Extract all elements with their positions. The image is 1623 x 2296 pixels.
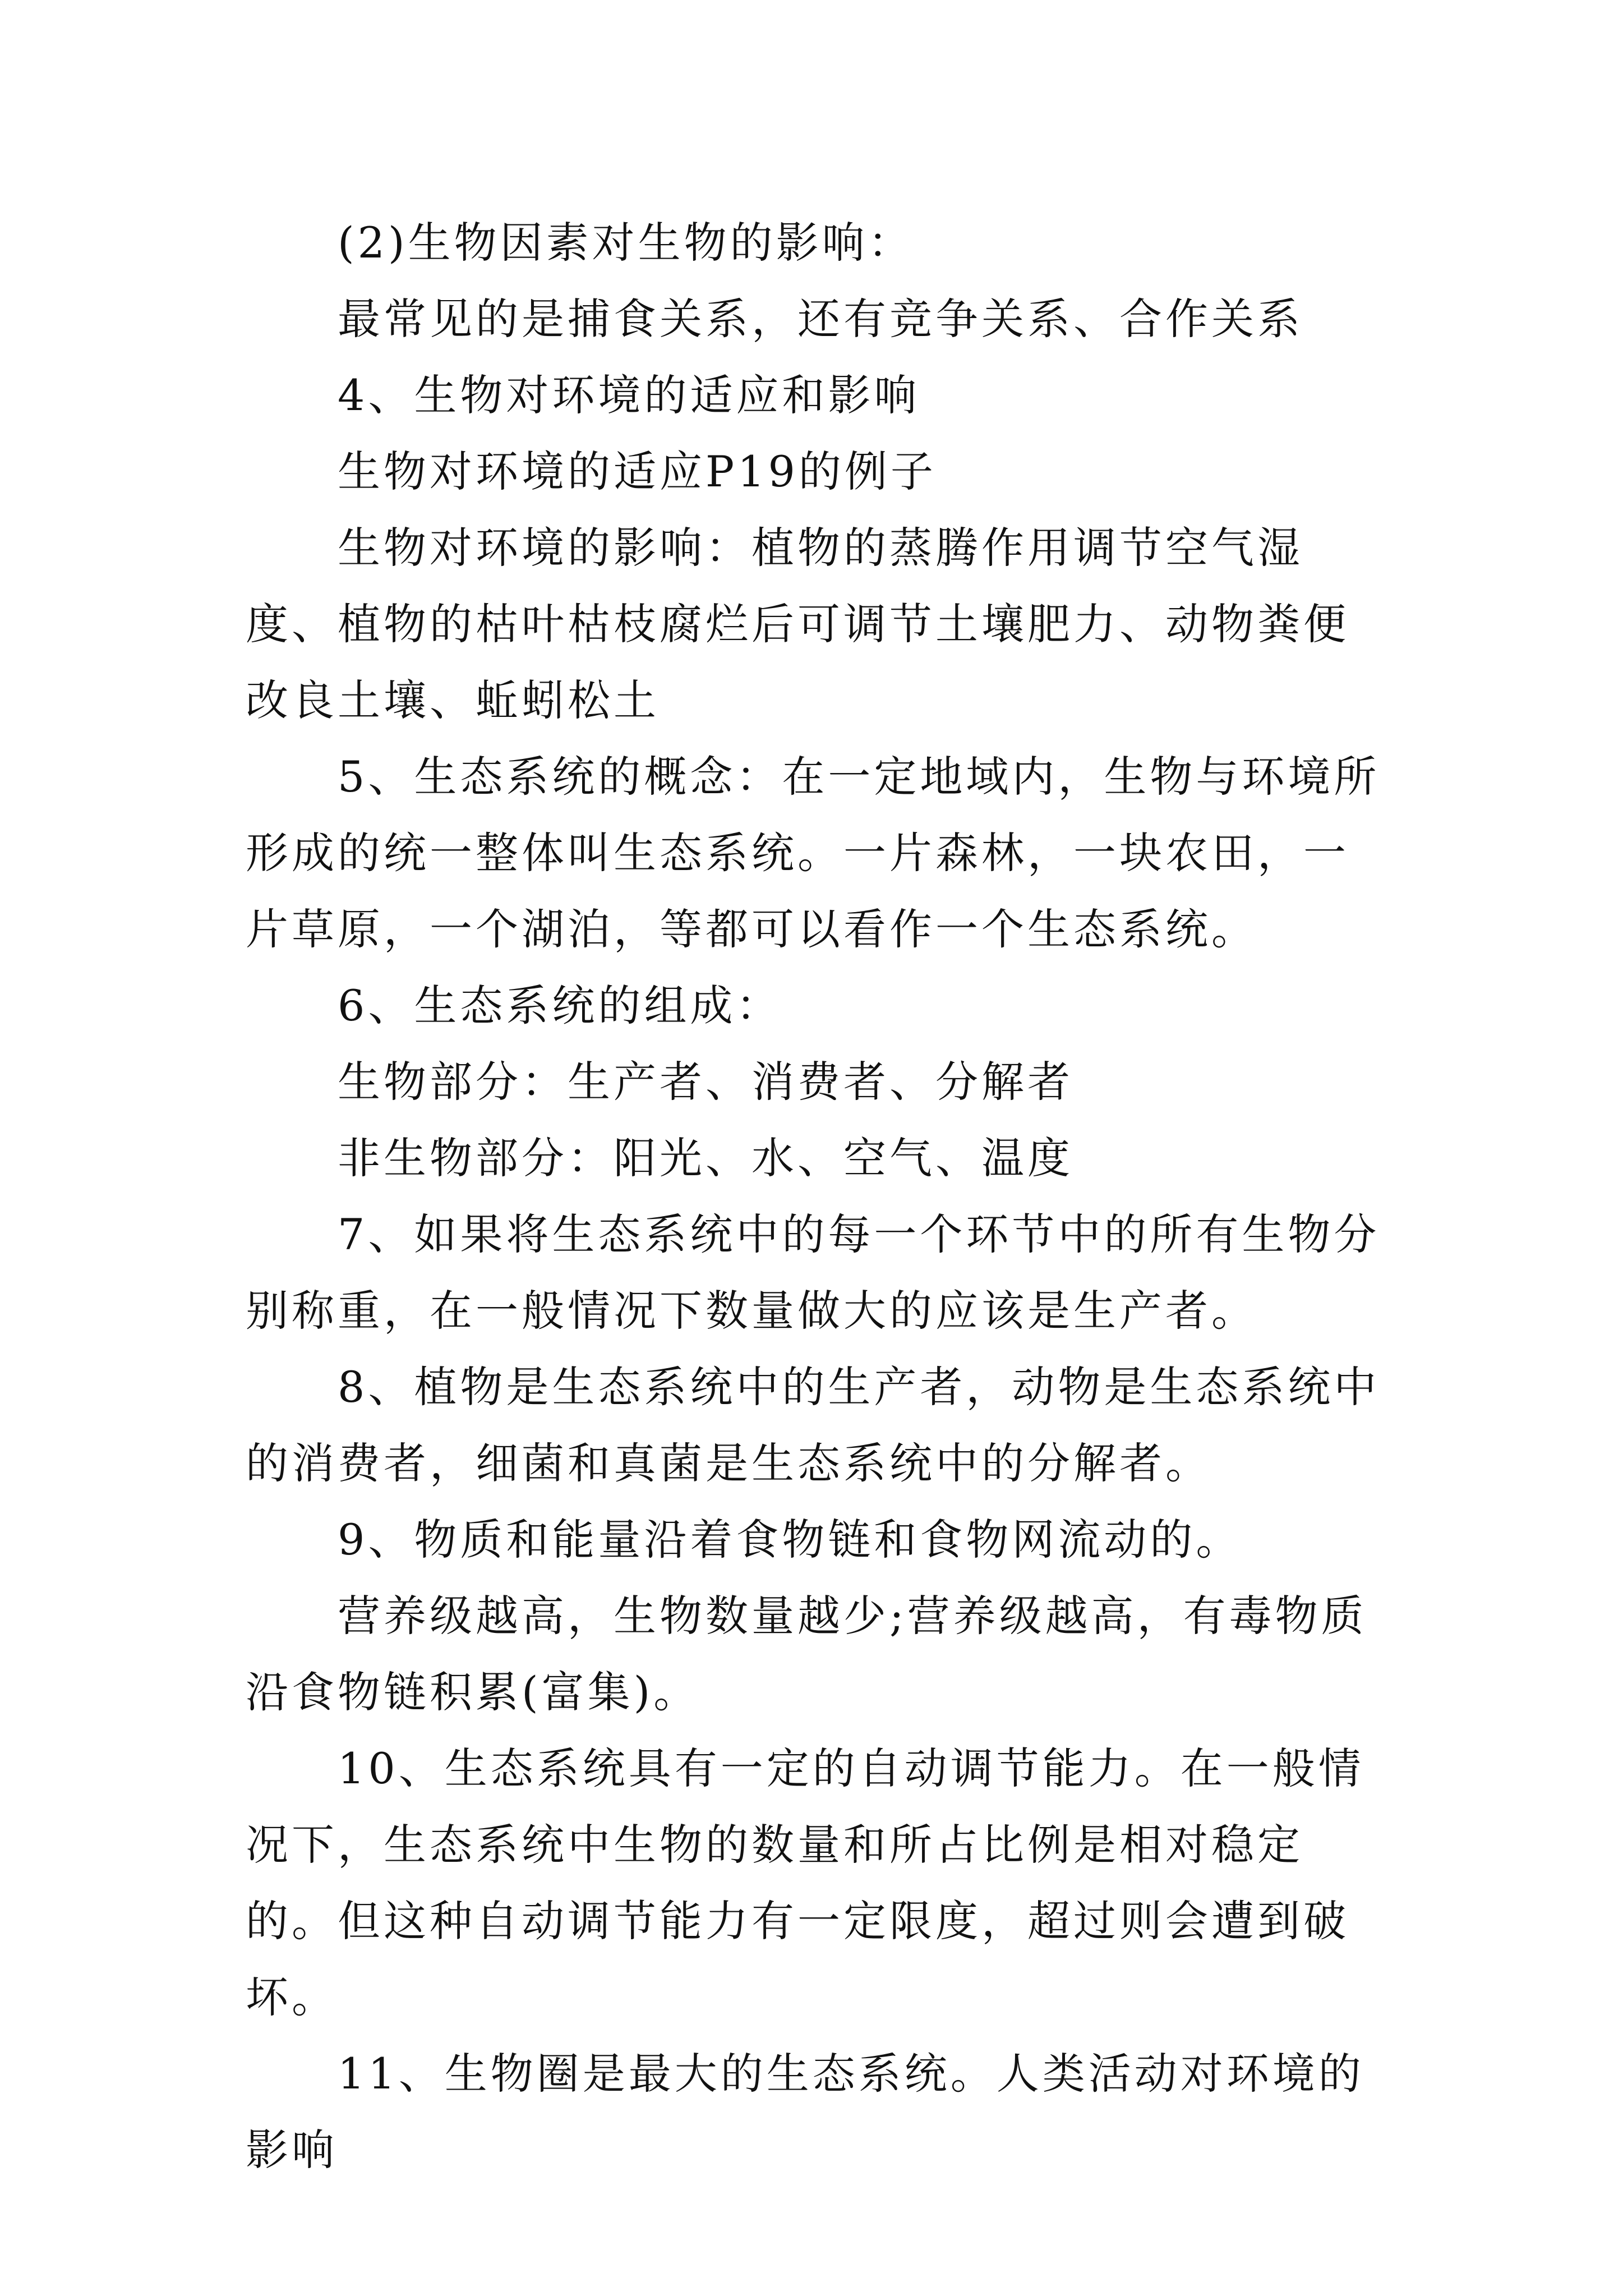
paragraph: 11、生物圈是最大的生态系统。人类活动对环境的影响 bbox=[246, 2049, 1364, 2175]
paragraph: 营养级越高，生物数量越少;营养级越高，有毒物质沿食物链积累(富集)。 bbox=[246, 1591, 1367, 1717]
document-body bbox=[246, 205, 1390, 2188]
paragraph: 6、生态系统的组成： bbox=[338, 981, 782, 1030]
paragraph: 生物部分：生产者、消费者、分解者 bbox=[338, 1057, 1073, 1107]
paragraph: 9、物质和能量沿着食物链和食物网流动的。 bbox=[338, 1515, 1242, 1565]
paragraph: 4、生物对环境的适应和影响 bbox=[338, 370, 920, 420]
paragraph: 10、生态系统具有一定的自动调节能力。在一般情况下，生态系统中生物的数量和所占比例是相对稳定的。但这种自动调节能力有一定限度，超过则会遭到破坏。 bbox=[246, 1743, 1364, 2022]
paragraph: 非生物部分：阳光、水、空气、温度 bbox=[338, 1133, 1073, 1183]
paragraph: 生物对环境的影响：植物的蒸腾作用调节空气湿度、植物的枯叶枯枝腐烂后可调节土壤肥力、动物粪便改良土壤、蚯蚓松土 bbox=[246, 523, 1349, 725]
paragraph: (2)生物因素对生物的影响： bbox=[338, 218, 914, 268]
paragraph: 8、植物是生态系统中的生产者，动物是生态系统中的消费者，细菌和真菌是生态系统中的分解者。 bbox=[246, 1362, 1380, 1488]
paragraph: 5、生态系统的概念：在一定地域内，生物与环境所形成的统一整体叫生态系统。一片森林，一块农田，一片草原，一个湖泊，等都可以看作一个生态系统。 bbox=[246, 752, 1380, 954]
paragraph: 最常见的是捕食关系，还有竞争关系、合作关系 bbox=[338, 294, 1303, 344]
paragraph: 生物对环境的适应P19的例子 bbox=[338, 447, 937, 496]
paragraph: 7、如果将生态系统中的每一个环节中的所有生物分别称重，在一般情况下数量做大的应该是生产者。 bbox=[246, 1209, 1380, 1336]
